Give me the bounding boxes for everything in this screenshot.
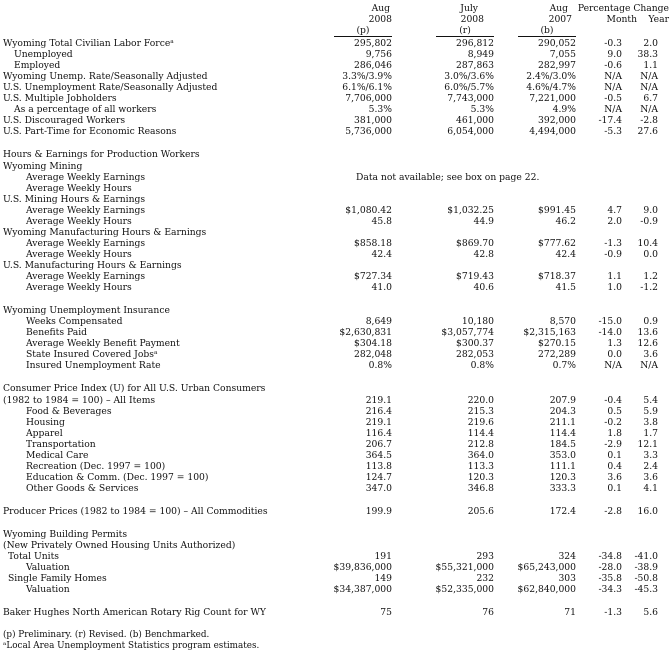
row-label: Wyoming Manufacturing Hours & Earnings <box>3 226 207 238</box>
aug-2008-value: 6.1%/6.1% <box>342 82 392 94</box>
aug-2007-value: $777.62 <box>538 237 576 249</box>
aug-2008-value: $39,836,000 <box>333 562 392 574</box>
table-row <box>0 60 672 71</box>
year-change-value: 4.1 <box>643 482 658 494</box>
july-2008-value: 10,180 <box>461 316 494 328</box>
year-header: Year <box>648 14 669 25</box>
table-row <box>0 360 672 371</box>
month-change-value: 1.0 <box>607 282 622 294</box>
month-change-value: -34.3 <box>598 584 622 596</box>
aug-2007-value: 272,289 <box>538 349 576 361</box>
aug-2008-value: 9,756 <box>365 49 392 60</box>
july-2008-value: $3,057,774 <box>441 327 494 339</box>
pct-change-header: Percentage Change <box>577 3 669 14</box>
row-label: U.S. Part-Time for Economic Reasons <box>3 126 177 138</box>
aug-2007-value: $2,315,163 <box>523 327 576 339</box>
aug-2008-value: 3.3%/3.9% <box>342 71 392 83</box>
aug-2007-value: 207.9 <box>549 394 576 406</box>
july-2008-value: 5.3% <box>470 104 494 116</box>
aug-2008-value: 41.0 <box>371 282 392 294</box>
year-change-value: 27.6 <box>637 126 658 138</box>
aug-2008-value: 5.3% <box>368 104 392 116</box>
july-2008-value: 6.0%/5.7% <box>444 82 494 94</box>
month-change-value: 4.7 <box>607 204 622 216</box>
table-row <box>0 417 672 428</box>
month-change-value: -0.3 <box>604 38 622 49</box>
july-2008-value: $55,321,000 <box>435 562 494 574</box>
col2-header-line1: July <box>460 3 478 14</box>
year-change-value: 13.6 <box>637 327 658 339</box>
col2-header-line3: (r) <box>436 25 494 37</box>
aug-2007-value: 324 <box>558 551 576 563</box>
row-label: Average Weekly Earnings <box>26 171 146 183</box>
table-row <box>0 573 672 584</box>
year-change-value: 5.4 <box>643 394 658 406</box>
month-change-value: 3.6 <box>607 471 622 483</box>
month-change-value: N/A <box>604 82 622 94</box>
row-label: Food & Beverages <box>26 405 112 417</box>
table-row <box>0 216 672 227</box>
july-2008-value: 219.6 <box>467 416 494 428</box>
aug-2008-value: 5,736,000 <box>345 126 392 138</box>
table-row <box>0 483 672 494</box>
row-label: (1982 to 1984 = 100) – All Items <box>3 394 156 406</box>
aug-2008-value: 282,048 <box>354 349 392 361</box>
aug-2007-value: $270.15 <box>538 338 576 350</box>
month-change-value: -0.5 <box>604 93 622 105</box>
aug-2007-value: $62,840,000 <box>517 584 576 596</box>
table-row <box>0 126 672 137</box>
month-change-value: -1.3 <box>604 237 622 249</box>
month-change-value: 9.0 <box>607 49 622 60</box>
aug-2008-value: $34,387,000 <box>333 584 392 596</box>
year-change-value: 5.6 <box>643 607 658 619</box>
month-change-value: N/A <box>604 360 622 372</box>
july-2008-value: 282,053 <box>456 349 494 361</box>
aug-2007-value: 71 <box>564 607 576 619</box>
aug-2008-value: 364.5 <box>365 449 392 461</box>
row-label: U.S. Multiple Jobholders <box>3 93 117 105</box>
aug-2007-value: 0.7% <box>552 360 576 372</box>
year-change-value: -1.2 <box>640 282 658 294</box>
aug-2007-value: 120.3 <box>549 471 576 483</box>
month-change-value: 0.4 <box>607 460 622 472</box>
row-label: Insured Unemployment Rate <box>26 360 161 372</box>
col3-header-line2: 2007 <box>548 14 572 25</box>
month-change-value: 0.0 <box>607 349 622 361</box>
row-label: Wyoming Mining <box>3 160 83 172</box>
july-2008-value: 0.8% <box>470 360 494 372</box>
year-change-value: N/A <box>640 104 658 116</box>
table-row <box>0 82 672 93</box>
row-label: Average Weekly Earnings <box>26 204 146 216</box>
year-change-value: -50.8 <box>634 573 658 585</box>
july-2008-value: 40.6 <box>473 282 494 294</box>
col3-header-line3: (b) <box>518 25 576 37</box>
aug-2007-value: 4.6%/4.7% <box>526 82 576 94</box>
table-row <box>0 305 672 316</box>
month-change-value: -0.2 <box>604 416 622 428</box>
month-change-value: -1.3 <box>604 607 622 619</box>
table-row <box>0 551 672 562</box>
table-row <box>0 271 672 282</box>
row-label: U.S. Manufacturing Hours & Earnings <box>3 260 182 271</box>
row-label: Average Weekly Earnings <box>26 237 146 249</box>
july-2008-value: $300.37 <box>456 338 494 350</box>
year-change-value: 3.6 <box>643 471 658 483</box>
row-label: Average Weekly Benefit Payment <box>26 338 180 350</box>
table-row <box>0 540 672 551</box>
july-2008-value: 205.6 <box>467 505 494 517</box>
row-label: Average Weekly Hours <box>26 182 132 194</box>
aug-2008-value: 42.4 <box>371 248 392 260</box>
row-label: Average Weekly Hours <box>26 248 132 260</box>
month-change-value: -14.0 <box>598 327 622 339</box>
table-row <box>0 183 672 194</box>
month-change-value: N/A <box>604 104 622 116</box>
aug-2008-value: 124.7 <box>365 471 392 483</box>
aug-2007-value: 290,052 <box>538 38 576 49</box>
year-change-value: N/A <box>640 82 658 94</box>
aug-2007-value: $718.37 <box>538 271 576 282</box>
july-2008-value: 7,743,000 <box>447 93 494 105</box>
row-label: Unemployed <box>14 49 73 60</box>
table-row <box>0 71 672 82</box>
year-change-value: -38.9 <box>634 562 658 574</box>
july-2008-value: 76 <box>482 607 494 619</box>
table-row <box>0 383 672 394</box>
july-2008-value: 461,000 <box>456 115 494 127</box>
aug-2008-value: $727.34 <box>354 271 392 282</box>
aug-2008-value: $858.18 <box>354 237 392 249</box>
july-2008-value: 3.0%/3.6% <box>444 71 494 83</box>
table-row <box>0 584 672 595</box>
july-2008-value: $869.70 <box>456 237 494 249</box>
table-row <box>0 194 672 205</box>
year-change-value: 9.0 <box>643 204 658 216</box>
aug-2007-value: 4,494,000 <box>529 126 576 138</box>
aug-2008-value: $2,630,831 <box>339 327 392 339</box>
year-change-value: 1.7 <box>643 427 658 439</box>
year-change-value: 3.6 <box>643 349 658 361</box>
table-row <box>0 562 672 573</box>
table-row <box>0 439 672 450</box>
year-change-value: 38.3 <box>637 49 658 60</box>
row-label: (New Privately Owned Housing Units Authorized) <box>3 540 236 551</box>
row-label: Wyoming Building Permits <box>3 529 128 540</box>
row-label: State Insured Covered Jobsᵃ <box>26 349 158 361</box>
aug-2008-value: 45.8 <box>371 215 392 227</box>
table-row <box>0 472 672 483</box>
month-change-value: -0.9 <box>604 248 622 260</box>
month-change-value: 0.1 <box>607 449 622 461</box>
year-change-value: -45.3 <box>634 584 658 596</box>
aug-2008-value: $304.18 <box>354 338 392 350</box>
aug-2008-value: 8,649 <box>365 316 392 328</box>
table-row <box>0 450 672 461</box>
aug-2007-value: 353.0 <box>549 449 576 461</box>
table-row <box>0 395 672 406</box>
month-change-value: -35.8 <box>598 573 622 585</box>
aug-2007-value: 114.4 <box>549 427 576 439</box>
row-label: Single Family Homes <box>8 573 107 585</box>
table-row <box>0 49 672 60</box>
aug-2007-value: 392,000 <box>538 115 576 127</box>
aug-2007-value: 333.3 <box>549 482 576 494</box>
table-row <box>0 161 672 172</box>
aug-2007-value: 211.1 <box>549 416 576 428</box>
july-2008-value: 346.8 <box>467 482 494 494</box>
row-label: Producer Prices (1982 to 1984 = 100) – All Commodities <box>3 505 268 517</box>
row-label: Housing <box>26 416 65 428</box>
table-row <box>0 349 672 360</box>
table-row <box>0 406 672 417</box>
aug-2007-value: 303 <box>558 573 576 585</box>
aug-2008-value: 206.7 <box>365 438 392 450</box>
row-label: Transportation <box>26 438 96 450</box>
row-label: Wyoming Total Civilian Labor Forceᵃ <box>3 38 174 49</box>
table-row <box>0 93 672 104</box>
year-change-value: 3.3 <box>643 449 658 461</box>
aug-2007-value: 42.4 <box>555 248 576 260</box>
july-2008-value: 44.9 <box>473 215 494 227</box>
row-label: Average Weekly Earnings <box>26 271 146 282</box>
aug-2007-value: 7,221,000 <box>529 93 576 105</box>
row-label: U.S. Unemployment Rate/Seasonally Adjusted <box>3 82 218 94</box>
aug-2008-value: 295,802 <box>354 38 392 49</box>
year-change-value: 12.1 <box>637 438 658 450</box>
aug-2008-value: 286,046 <box>354 60 392 72</box>
month-change-value: -2.9 <box>604 438 622 450</box>
july-2008-value: 120.3 <box>467 471 494 483</box>
month-change-value: 1.1 <box>607 271 622 282</box>
year-change-value: 3.8 <box>643 416 658 428</box>
aug-2007-value: 282,997 <box>538 60 576 72</box>
row-label: Benefits Paid <box>26 327 88 339</box>
july-2008-value: 215.3 <box>467 405 494 417</box>
row-label: Baker Hughes North American Rotary Rig Count for WY <box>3 607 266 619</box>
table-row <box>0 607 672 618</box>
july-2008-value: 220.0 <box>467 394 494 406</box>
table-row <box>0 529 672 540</box>
aug-2007-value: 172.4 <box>549 505 576 517</box>
aug-2008-value: 116.4 <box>365 427 392 439</box>
table-row <box>0 338 672 349</box>
aug-2008-value: 0.8% <box>368 360 392 372</box>
july-2008-value: 113.3 <box>467 460 494 472</box>
aug-2008-value: 216.4 <box>365 405 392 417</box>
aug-2008-value: 219.1 <box>365 416 392 428</box>
col3-header-line1: Aug <box>549 3 568 14</box>
col2-header-line2: 2008 <box>460 14 484 25</box>
header-row-1 <box>0 3 672 14</box>
table-row <box>0 205 672 216</box>
july-2008-value: $719.43 <box>456 271 494 282</box>
aug-2008-value: 381,000 <box>354 115 392 127</box>
row-label: Recreation (Dec. 1997 = 100) <box>26 460 166 472</box>
aug-2007-value: $991.45 <box>538 204 576 216</box>
header-row-2 <box>0 14 672 25</box>
table-row <box>0 506 672 517</box>
month-change-value: 0.5 <box>607 405 622 417</box>
row-label: Average Weekly Hours <box>26 282 132 294</box>
row-label: Valuation <box>26 584 70 596</box>
aug-2007-value: 204.3 <box>549 405 576 417</box>
july-2008-value: 287,863 <box>456 60 494 72</box>
col1-header-line1: Aug <box>371 3 390 14</box>
year-change-value: 16.0 <box>637 505 658 517</box>
table-row <box>0 282 672 293</box>
year-change-value: 5.9 <box>643 405 658 417</box>
july-2008-value: $52,335,000 <box>435 584 494 596</box>
aug-2007-value: 7,055 <box>549 49 576 60</box>
year-change-value: N/A <box>640 71 658 83</box>
table-row <box>0 115 672 126</box>
month-change-value: -17.4 <box>598 115 622 127</box>
month-change-value: -0.6 <box>604 60 622 72</box>
table-row <box>0 327 672 338</box>
aug-2007-value: 184.5 <box>549 438 576 450</box>
month-change-value: -0.4 <box>604 394 622 406</box>
month-change-value: -28.0 <box>598 562 622 574</box>
table-row <box>0 149 672 160</box>
row-label: Wyoming Unemployment Insurance <box>3 305 170 317</box>
aug-2008-value: 199.9 <box>365 505 392 517</box>
year-change-value: -2.8 <box>640 115 658 127</box>
year-change-value: 10.4 <box>637 237 658 249</box>
aug-2008-value: 219.1 <box>365 394 392 406</box>
year-change-value: N/A <box>640 360 658 372</box>
year-change-value: 6.7 <box>643 93 658 105</box>
aug-2008-value: 75 <box>380 607 392 619</box>
table-row <box>0 316 672 327</box>
month-change-value: -5.3 <box>604 126 622 138</box>
july-2008-value: 212.8 <box>467 438 494 450</box>
month-change-value: 0.1 <box>607 482 622 494</box>
table-row <box>0 104 672 115</box>
year-change-value: 0.0 <box>643 248 658 260</box>
july-2008-value: 6,054,000 <box>447 126 494 138</box>
year-change-value: -41.0 <box>634 551 658 563</box>
table-row <box>0 172 672 183</box>
row-label: Consumer Price Index (U) for All U.S. Urban Consumers <box>3 383 266 395</box>
row-label: Weeks Compensated <box>26 316 123 328</box>
aug-2007-value: 111.1 <box>549 460 576 472</box>
aug-2008-value: 113.8 <box>365 460 392 472</box>
table-row <box>0 38 672 49</box>
july-2008-value: 8,949 <box>467 49 494 60</box>
july-2008-value: 42.8 <box>473 248 494 260</box>
table-row <box>0 238 672 249</box>
table-row <box>0 428 672 439</box>
row-label: Hours & Earnings for Production Workers <box>3 149 200 161</box>
row-label: Wyoming Unemp. Rate/Seasonally Adjusted <box>3 71 208 83</box>
aug-2007-value: 46.2 <box>555 215 576 227</box>
aug-2008-value: $1,080.42 <box>345 204 392 216</box>
year-change-value: 1.2 <box>643 271 658 282</box>
table-row <box>0 227 672 238</box>
table-row <box>0 461 672 472</box>
aug-2007-value: 41.5 <box>555 282 576 294</box>
year-change-value: 2.0 <box>643 38 658 49</box>
aug-2008-value: 7,706,000 <box>345 93 392 105</box>
table-row <box>0 249 672 260</box>
footnote-1: (p) Preliminary. (r) Revised. (b) Benchmarked. <box>3 630 210 640</box>
aug-2007-value: 2.4%/3.0% <box>526 71 576 83</box>
col1-header-line3: (p) <box>334 25 392 37</box>
row-label: Other Goods & Services <box>26 482 139 494</box>
month-change-value: 1.3 <box>607 338 622 350</box>
aug-2008-value: 149 <box>374 573 392 585</box>
july-2008-value: $1,032.25 <box>447 204 494 216</box>
aug-2007-value: $65,243,000 <box>517 562 576 574</box>
row-label: Education & Comm. (Dec. 1997 = 100) <box>26 471 209 483</box>
col1-header-line2: 2008 <box>368 14 392 25</box>
row-label: As a percentage of all workers <box>14 104 157 116</box>
aug-2008-value: 191 <box>374 551 392 563</box>
july-2008-value: 293 <box>476 551 494 563</box>
year-change-value: 12.6 <box>637 338 658 350</box>
month-change-value: N/A <box>604 71 622 83</box>
july-2008-value: 114.4 <box>467 427 494 439</box>
row-label: Medical Care <box>26 449 89 461</box>
row-label: Apparel <box>26 427 63 439</box>
row-label: U.S. Discouraged Workers <box>3 115 126 127</box>
footnote-2: ᵃLocal Area Unemployment Statistics program estimates. <box>3 641 260 651</box>
july-2008-value: 296,812 <box>456 38 494 49</box>
year-change-value: 2.4 <box>643 460 658 472</box>
month-change-value: 2.0 <box>607 215 622 227</box>
not-available-note: Data not available; see box on page 22. <box>356 171 540 183</box>
month-change-value: 1.8 <box>607 427 622 439</box>
row-label: U.S. Mining Hours & Earnings <box>3 193 146 205</box>
month-change-value: -15.0 <box>598 316 622 328</box>
month-change-value: -34.8 <box>598 551 622 563</box>
header-row-3 <box>0 25 672 36</box>
year-change-value: -0.9 <box>640 215 658 227</box>
row-label: Valuation <box>26 562 70 574</box>
july-2008-value: 364.0 <box>467 449 494 461</box>
row-label: Total Units <box>8 551 59 563</box>
row-label: Average Weekly Hours <box>26 215 132 227</box>
month-change-value: -2.8 <box>604 505 622 517</box>
aug-2007-value: 8,570 <box>549 316 576 328</box>
table-row <box>0 260 672 271</box>
july-2008-value: 232 <box>476 573 494 585</box>
year-change-value: 0.9 <box>643 316 658 328</box>
month-header: Month <box>606 14 637 25</box>
year-change-value: 1.1 <box>643 60 658 72</box>
aug-2007-value: 4.9% <box>552 104 576 116</box>
aug-2008-value: 347.0 <box>365 482 392 494</box>
row-label: Employed <box>14 60 61 72</box>
